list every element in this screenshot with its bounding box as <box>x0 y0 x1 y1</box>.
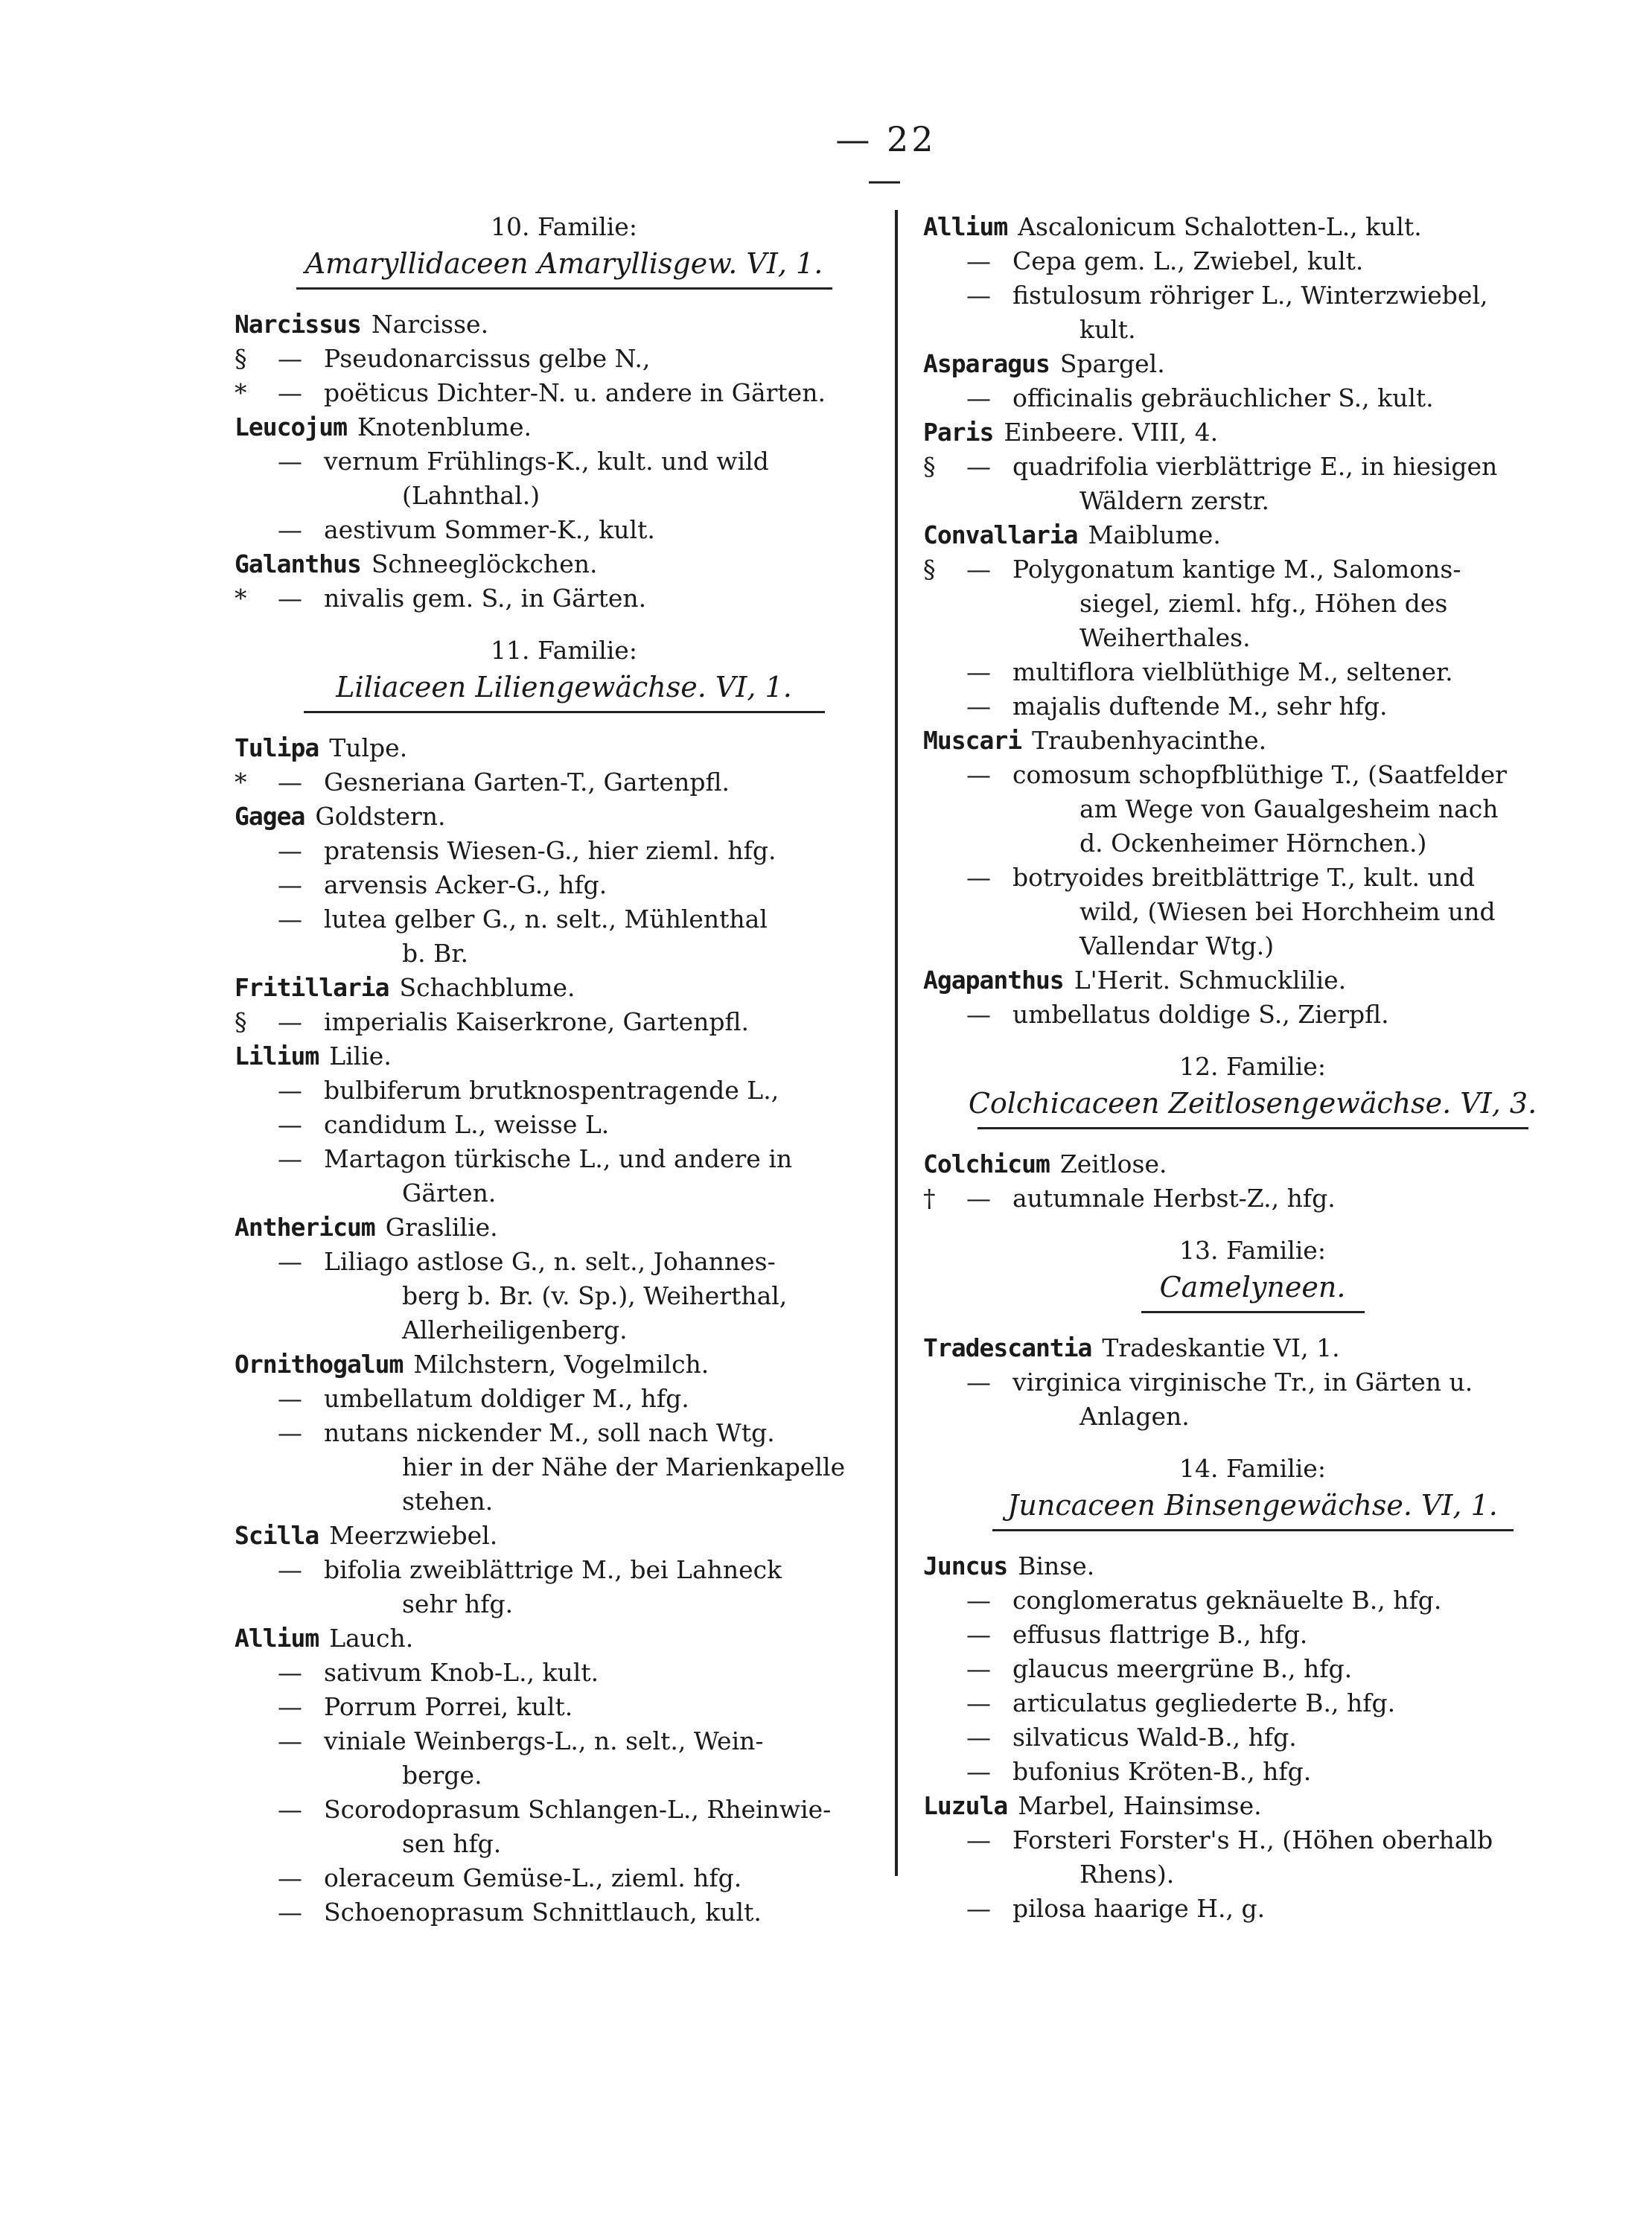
species-entry: — lutea gelber G., n. selt., Mühlenthal <box>278 905 768 934</box>
page-number: — 22 — <box>835 119 937 200</box>
species-entry: — conglomeratus geknäuelte B., hfg. <box>966 1586 1442 1615</box>
family-number: 11. Familie: <box>491 636 637 665</box>
family-number: 14. Familie: <box>1179 1454 1326 1483</box>
continuation-line: (Lahnthal.) <box>402 481 540 510</box>
family-number: 10. Familie: <box>491 212 637 241</box>
genus-name: Asparagus <box>923 349 1050 378</box>
genus-entry: Fritillaria Schachblume. <box>235 973 575 1002</box>
genus-name: Juncus <box>923 1551 1008 1580</box>
species-entry: — botryoides breitblättrige T., kult. und <box>966 863 1476 892</box>
continuation-line: am Wege von Gaualgesheim nach <box>1079 794 1499 823</box>
genus-entry: Colchicum Zeitlose. <box>923 1149 1167 1178</box>
genus-entry: Tulipa Tulpe. <box>235 733 408 762</box>
genus-entry: Lilium Lilie. <box>235 1041 392 1071</box>
continuation-line: wild, (Wiesen bei Horchheim und <box>1079 897 1496 926</box>
species-entry: * — poëticus Dichter-N. u. andere in Gärten. <box>235 376 893 410</box>
species-entry: — umbellatum doldiger M., hfg. <box>278 1384 689 1413</box>
continuation-line: Anlagen. <box>1079 1402 1190 1431</box>
species-entry: — viniale Weinbergs-L., n. selt., Wein- <box>278 1726 764 1755</box>
genus-name: Paris <box>923 418 994 447</box>
genus-name: Convallaria <box>923 520 1078 549</box>
heading-rule <box>978 1127 1528 1129</box>
continuation-line: sen hfg. <box>402 1829 502 1858</box>
continuation-line: hier in der Nähe der Marienkapelle <box>402 1452 846 1481</box>
genus-name: Lilium <box>235 1041 319 1071</box>
genus-entry: Agapanthus L'Herit. Schmucklilie. <box>923 966 1347 995</box>
species-entry: — nutans nickender M., soll nach Wtg. <box>278 1418 775 1447</box>
continuation-line: sehr hfg. <box>402 1589 514 1618</box>
species-entry: — Cepa gem. L., Zwiebel, kult. <box>966 246 1364 275</box>
species-entry: — Scorodoprasum Schlangen-L., Rheinwie- <box>278 1795 832 1824</box>
species-entry: — bufonius Kröten-B., hfg. <box>966 1757 1312 1786</box>
continuation-line: stehen. <box>402 1487 494 1516</box>
family-heading: Colchicaceen Zeitlosengewächse. VI, 3. <box>968 1087 1537 1120</box>
species-entry: — officinalis gebräuchlicher S., kult. <box>966 383 1434 412</box>
species-entry: — sativum Knob-L., kult. <box>278 1658 599 1687</box>
heading-rule <box>296 287 832 290</box>
genus-entry: Ornithogalum Milchstern, Vogelmilch. <box>235 1350 709 1379</box>
species-entry: — arvensis Acker-G., hfg. <box>278 870 607 899</box>
species-entry: — oleraceum Gemüse-L., zieml. hfg. <box>278 1863 742 1892</box>
genus-name: Tradescantia <box>923 1333 1092 1362</box>
continuation-line: berge. <box>402 1761 482 1790</box>
heading-rule <box>304 711 825 713</box>
species-entry: — umbellatus doldige S., Zierpfl. <box>966 1000 1389 1029</box>
genus-entry: Leucojum Knotenblume. <box>235 412 532 441</box>
genus-entry: Tradescantia Tradeskantie VI, 1. <box>923 1333 1340 1362</box>
section-mark: § <box>235 344 247 373</box>
family-number: 12. Familie: <box>1179 1052 1326 1081</box>
genus-name: Narcissus <box>235 310 361 339</box>
genus-entry: Muscari Traubenhyacinthe. <box>923 726 1267 755</box>
family-heading: Juncaceen Binsengewächse. VI, 1. <box>1007 1489 1498 1522</box>
continuation-line: Weiherthales. <box>1079 623 1251 652</box>
heading-rule <box>992 1529 1514 1531</box>
continuation-line: Gärten. <box>402 1178 497 1208</box>
genus-name: Anthericum <box>235 1213 375 1242</box>
genus-entry: Juncus Binse. <box>923 1551 1095 1580</box>
species-entry: — Liliago astlose G., n. selt., Johannes- <box>278 1247 776 1276</box>
genus-name: Colchicum <box>923 1149 1050 1178</box>
genus-name: Galanthus <box>235 549 361 578</box>
species-entry: — comosum schopfblüthige T., (Saatfelder <box>966 760 1507 789</box>
species-entry: § — Pseudonarcissus gelbe N., <box>235 342 893 376</box>
heading-rule <box>1141 1311 1365 1313</box>
species-entry: § — quadrifolia vierblättrige E., in hiesigen <box>923 450 1582 484</box>
genus-entry: Allium Ascalonicum Schalotten-L., kult. <box>923 212 1422 241</box>
continuation-line: kult. <box>1079 315 1136 344</box>
genus-entry: Convallaria Maiblume. <box>923 520 1221 549</box>
family-number: 13. Familie: <box>1179 1236 1326 1265</box>
genus-entry: Scilla Meerzwiebel. <box>235 1521 498 1550</box>
genus-name: Luzula <box>923 1791 1008 1820</box>
column-divider <box>895 210 898 1876</box>
species-entry: — pratensis Wiesen-G., hier zieml. hfg. <box>278 836 776 865</box>
genus-name: Fritillaria <box>235 973 389 1002</box>
species-entry: § — Polygonatum kantige M., Salomons- <box>923 552 1582 587</box>
continuation-line: Wäldern zerstr. <box>1079 486 1269 515</box>
continuation-line: Allerheiligenberg. <box>402 1315 628 1344</box>
genus-entry: Gagea Goldstern. <box>235 802 446 831</box>
continuation-line: d. Ockenheimer Hörnchen.) <box>1079 829 1427 858</box>
genus-entry: Galanthus Schneeglöckchen. <box>235 549 598 578</box>
genus-name: Agapanthus <box>923 966 1064 995</box>
species-entry: — majalis duftende M., sehr hfg. <box>966 692 1388 721</box>
genus-name: Gagea <box>235 802 305 831</box>
continuation-line: berg b. Br. (v. Sp.), Weiherthal, <box>402 1281 788 1310</box>
section-mark: § <box>235 1007 247 1036</box>
genus-entry: Narcissus Narcisse. <box>235 310 489 339</box>
species-entry: — vernum Frühlings-K., kult. und wild <box>278 447 769 476</box>
left-column <box>235 210 893 1930</box>
genus-name: Allium <box>235 1624 319 1653</box>
genus-entry: Anthericum Graslilie. <box>235 1213 498 1242</box>
species-entry: — aestivum Sommer-K., kult. <box>278 515 655 544</box>
species-entry: — bifolia zweiblättrige M., bei Lahneck <box>278 1555 782 1584</box>
family-heading: Camelyneen. <box>1159 1271 1346 1304</box>
section-mark: § <box>923 452 936 481</box>
genus-name: Allium <box>923 212 1008 241</box>
species-entry: § — imperialis Kaiserkrone, Gartenpfl. <box>235 1005 893 1039</box>
right-column <box>923 210 1582 1926</box>
family-heading: Amaryllidaceen Amaryllisgew. VI, 1. <box>304 247 823 280</box>
family-heading: Liliaceen Liliengewächse. VI, 1. <box>336 671 792 704</box>
species-entry: — multiflora vielblüthige M., seltener. <box>966 657 1453 686</box>
species-entry: * — nivalis gem. S., in Gärten. <box>235 581 893 616</box>
species-entry: — Porrum Porrei, kult. <box>278 1692 573 1721</box>
continuation-line: Vallendar Wtg.) <box>1079 931 1275 960</box>
species-entry: — virginica virginische Tr., in Gärten u. <box>966 1368 1473 1397</box>
species-entry: — Martagon türkische L., und andere in <box>278 1144 793 1173</box>
continuation-line: Rhens). <box>1079 1860 1175 1889</box>
species-entry: † — autumnale Herbst-Z., hfg. <box>923 1181 1582 1216</box>
genus-name: Scilla <box>235 1521 319 1550</box>
genus-entry: Allium Lauch. <box>235 1624 414 1653</box>
species-entry: — bulbiferum brutknospentragende L., <box>278 1076 779 1105</box>
asterisk-mark: * <box>235 768 247 797</box>
dagger-mark: † <box>923 1184 936 1213</box>
species-entry: — effusus flattrige B., hfg. <box>966 1620 1308 1649</box>
continuation-line: siegel, zieml. hfg., Höhen des <box>1079 589 1448 618</box>
species-entry: — articulatus gegliederte B., hfg. <box>966 1688 1396 1717</box>
section-mark: § <box>923 555 936 584</box>
asterisk-mark: * <box>235 584 247 613</box>
genus-entry: Asparagus Spargel. <box>923 349 1165 378</box>
continuation-line: b. Br. <box>402 939 468 968</box>
species-entry: — fistulosum röhriger L., Winterzwiebel, <box>966 281 1488 310</box>
genus-entry: Paris Einbeere. VIII, 4. <box>923 418 1219 447</box>
species-entry: — glaucus meergrüne B., hfg. <box>966 1654 1353 1683</box>
species-entry: — pilosa haarige H., g. <box>966 1894 1266 1923</box>
species-entry: — Schoenoprasum Schnittlauch, kult. <box>278 1898 762 1927</box>
species-entry: — candidum L., weisse L. <box>278 1110 610 1139</box>
genus-name: Ornithogalum <box>235 1350 404 1379</box>
species-entry: — Forsteri Forster's H., (Höhen oberhalb <box>966 1825 1493 1854</box>
species-entry: — silvaticus Wald-B., hfg. <box>966 1723 1297 1752</box>
genus-name: Tulipa <box>235 733 319 762</box>
species-entry: * — Gesneriana Garten-T., Gartenpfl. <box>235 765 893 800</box>
asterisk-mark: * <box>235 378 247 407</box>
genus-name: Leucojum <box>235 412 347 441</box>
genus-entry: Luzula Marbel, Hainsimse. <box>923 1791 1262 1820</box>
genus-name: Muscari <box>923 726 1022 755</box>
